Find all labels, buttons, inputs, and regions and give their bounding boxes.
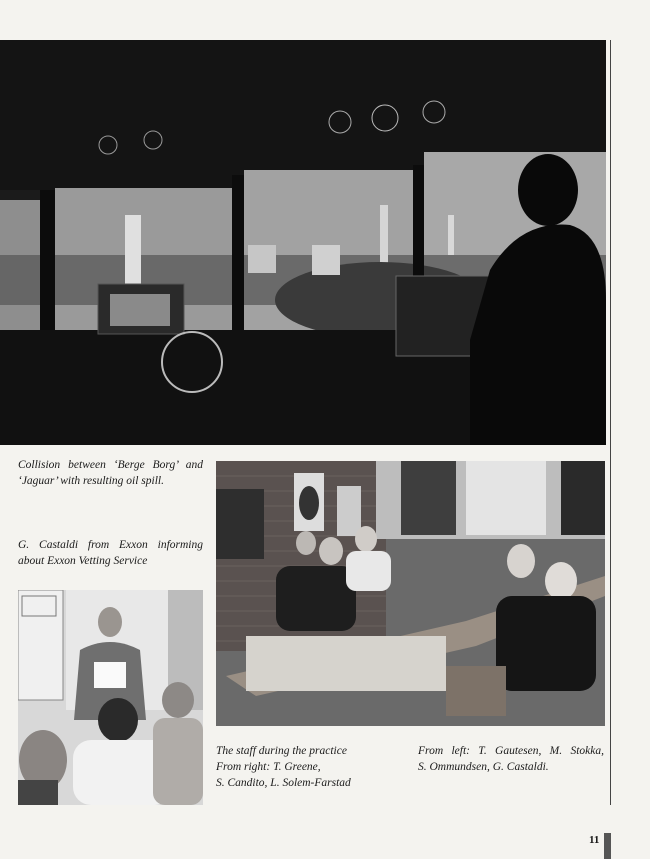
caption-staff-line-3: S. Candito, L. Solem-Farstad	[216, 777, 351, 789]
caption-presenter-line-1: G. Castaldi from Exxon informing	[18, 539, 203, 551]
simulator-illustration	[0, 40, 606, 445]
page-tab-bar	[604, 833, 611, 859]
page-number: 11	[589, 834, 600, 846]
caption-simulator-line-2: ‘Jaguar’ with resulting oil spill.	[18, 475, 164, 487]
photo-simulator-bridge	[0, 40, 606, 445]
caption-simulator	[18, 457, 203, 489]
caption-from-left	[418, 743, 604, 775]
meeting-illustration	[216, 461, 605, 726]
presenter-illustration	[18, 590, 203, 805]
caption-simulator-line-1: Collision between ‘Berge Borg’ and	[18, 459, 203, 471]
caption-presenter-line-2: about Exxon Vetting Service	[18, 555, 148, 567]
caption-staff-line-2: From right: T. Greene,	[216, 761, 321, 773]
caption-staff-line-1: The staff during the practice	[216, 745, 347, 757]
photo-meeting-room	[216, 461, 605, 726]
caption-staff	[216, 743, 406, 791]
photo-presenter	[18, 590, 203, 805]
caption-from-left-line-2: S. Ommundsen, G. Castaldi.	[418, 761, 549, 773]
page-frame-line	[610, 40, 611, 805]
caption-presenter	[18, 537, 203, 569]
caption-from-left-line-1: From left: T. Gautesen, M. Stokka,	[418, 745, 604, 757]
